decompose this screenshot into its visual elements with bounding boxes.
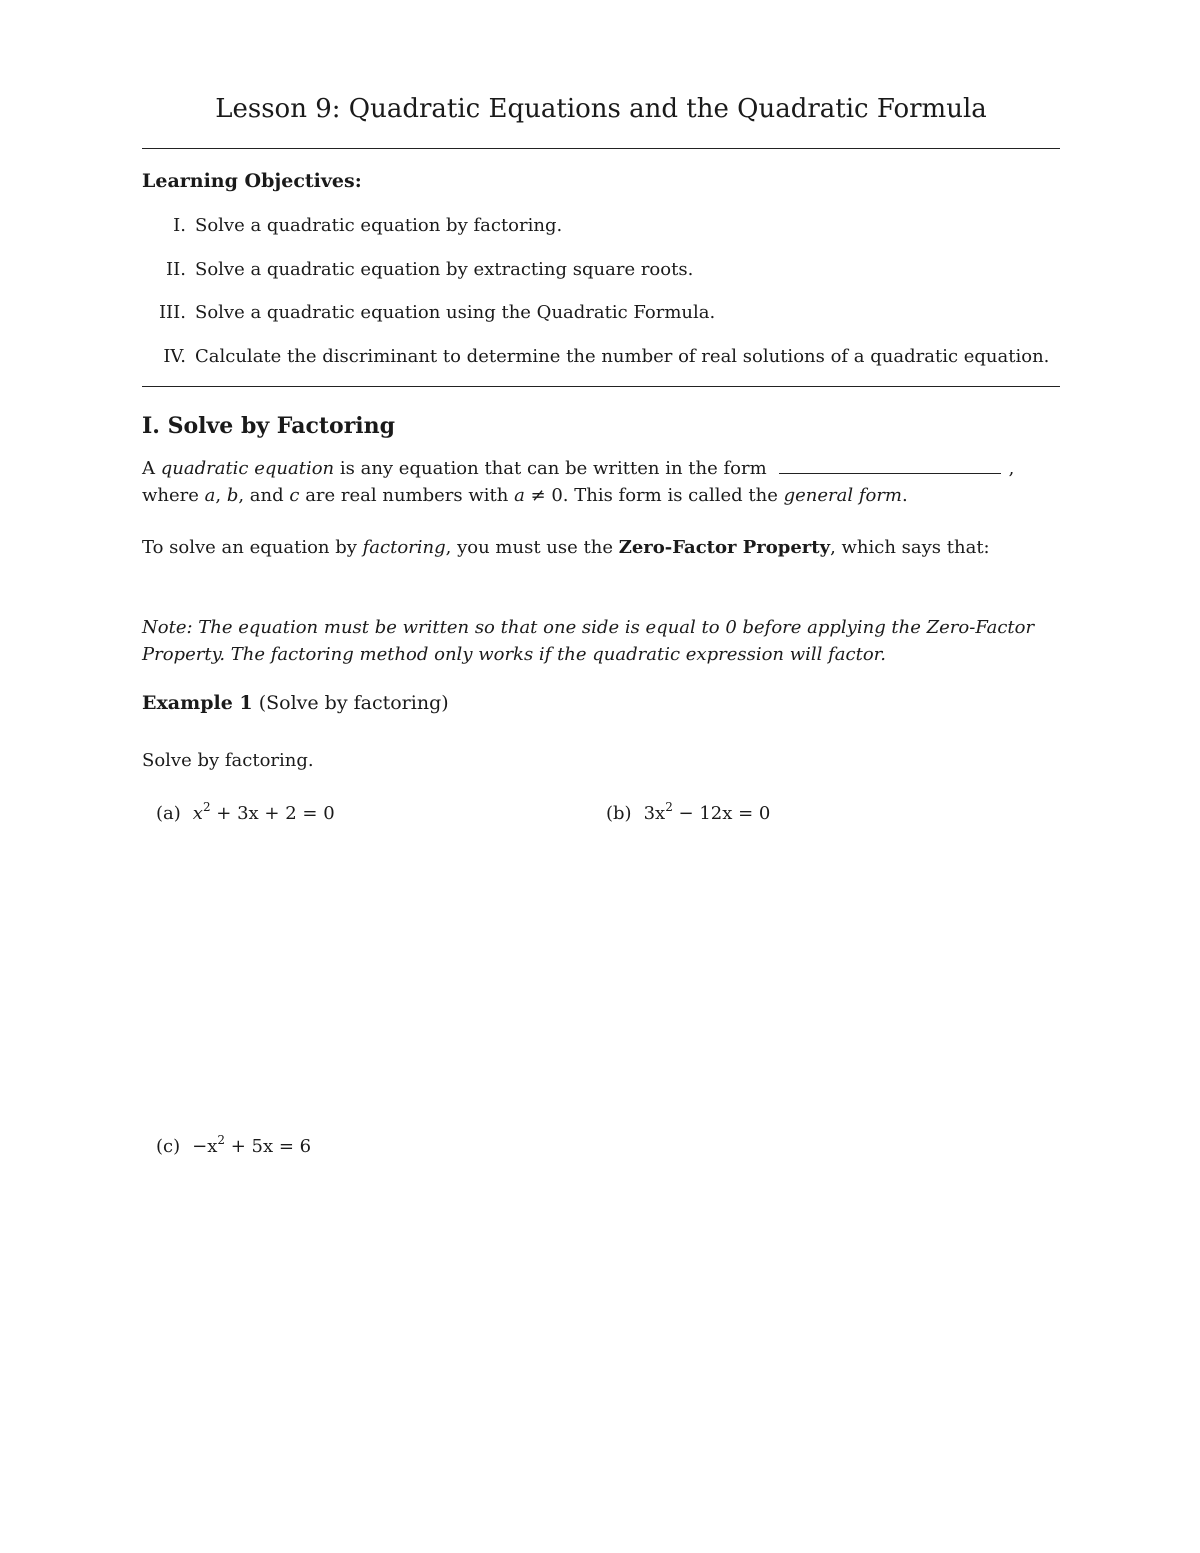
definition-text: are real numbers with — [299, 485, 515, 506]
variable-b: b — [226, 485, 239, 506]
objectives-divider — [142, 386, 1060, 387]
definition-text: , and — [238, 485, 290, 506]
problem-exponent: 2 — [665, 800, 673, 814]
problem-exponent: 2 — [217, 1133, 226, 1147]
objective-text: Solve a quadratic equation by factoring. — [195, 215, 563, 236]
term-factoring: factoring — [362, 537, 446, 558]
variable-c: c — [289, 485, 300, 506]
definition-text: ≠ 0. This form is called the — [524, 485, 784, 506]
variable-a: a — [204, 485, 216, 506]
problem-label: (a) — [156, 803, 181, 824]
zero-factor-text: , which says that: — [830, 537, 990, 558]
problem-term: x — [192, 803, 203, 824]
problem-label: (b) — [606, 803, 632, 824]
objective-number: II. — [166, 259, 186, 280]
definition-text: is any equation that can be written in the form — [334, 458, 767, 479]
title-divider — [142, 148, 1060, 149]
example-subtitle: (Solve by factoring) — [252, 692, 449, 714]
problem-term: 3x — [643, 803, 666, 824]
objective-number: I. — [173, 215, 186, 236]
objective-number: III. — [158, 302, 186, 323]
problem-exponent: 2 — [202, 800, 211, 814]
variable-a: a — [514, 485, 525, 506]
definition-text: , — [215, 485, 227, 506]
objective-text: Calculate the discriminant to determine the number of real solutions of a quadratic equation. — [195, 346, 1050, 367]
objective-item — [142, 259, 1060, 280]
objective-item — [142, 215, 1060, 236]
term-quadratic-equation: quadratic equation — [160, 458, 335, 479]
objectives-heading: Learning Objectives: — [142, 170, 362, 192]
problem-rest: − 12x = 0 — [672, 803, 771, 824]
definition-text: . — [902, 485, 908, 506]
term-general-form: general form — [783, 485, 902, 506]
definition-line-1 — [142, 455, 1060, 482]
zero-factor-text: , you must use the — [445, 537, 619, 558]
example-instruction: Solve by factoring. — [142, 750, 314, 771]
definition-line-2 — [142, 482, 1060, 509]
problem-rest: + 5x = 6 — [225, 1136, 312, 1157]
term-zero-factor-property: Zero-Factor Property — [618, 537, 831, 558]
fill-in-blank — [779, 459, 1001, 474]
problem-rest: + 3x + 2 = 0 — [210, 803, 335, 824]
objective-text: Solve a quadratic equation using the Quadratic Formula. — [195, 302, 716, 323]
problem-a — [156, 800, 335, 824]
lesson-title: Lesson 9: Quadratic Equations and the Quadratic Formula — [215, 94, 987, 124]
note-paragraph: Note: The equation must be written so that one side is equal to 0 before applying the Zero-Factor Property. The factoring method only works if the quadratic expression will factor. — [142, 617, 1035, 665]
objective-item — [142, 346, 1060, 367]
problem-term: −x — [192, 1136, 218, 1157]
definition-comma: , — [1008, 458, 1015, 479]
objective-item — [142, 302, 1060, 323]
zero-factor-text: To solve an equation by — [142, 537, 363, 558]
definition-text: where — [142, 485, 205, 506]
definition-paragraph — [142, 455, 1060, 509]
example-heading — [142, 692, 449, 714]
objective-text: Solve a quadratic equation by extracting square roots. — [195, 259, 694, 280]
problem-c — [156, 1133, 312, 1157]
section-heading: I. Solve by Factoring — [142, 413, 396, 439]
zero-factor-paragraph — [142, 534, 1060, 561]
problem-b — [606, 800, 771, 824]
definition-text: A — [142, 458, 161, 479]
objective-number: IV. — [163, 346, 186, 367]
example-label: Example 1 — [142, 692, 253, 714]
problem-label: (c) — [156, 1136, 181, 1157]
